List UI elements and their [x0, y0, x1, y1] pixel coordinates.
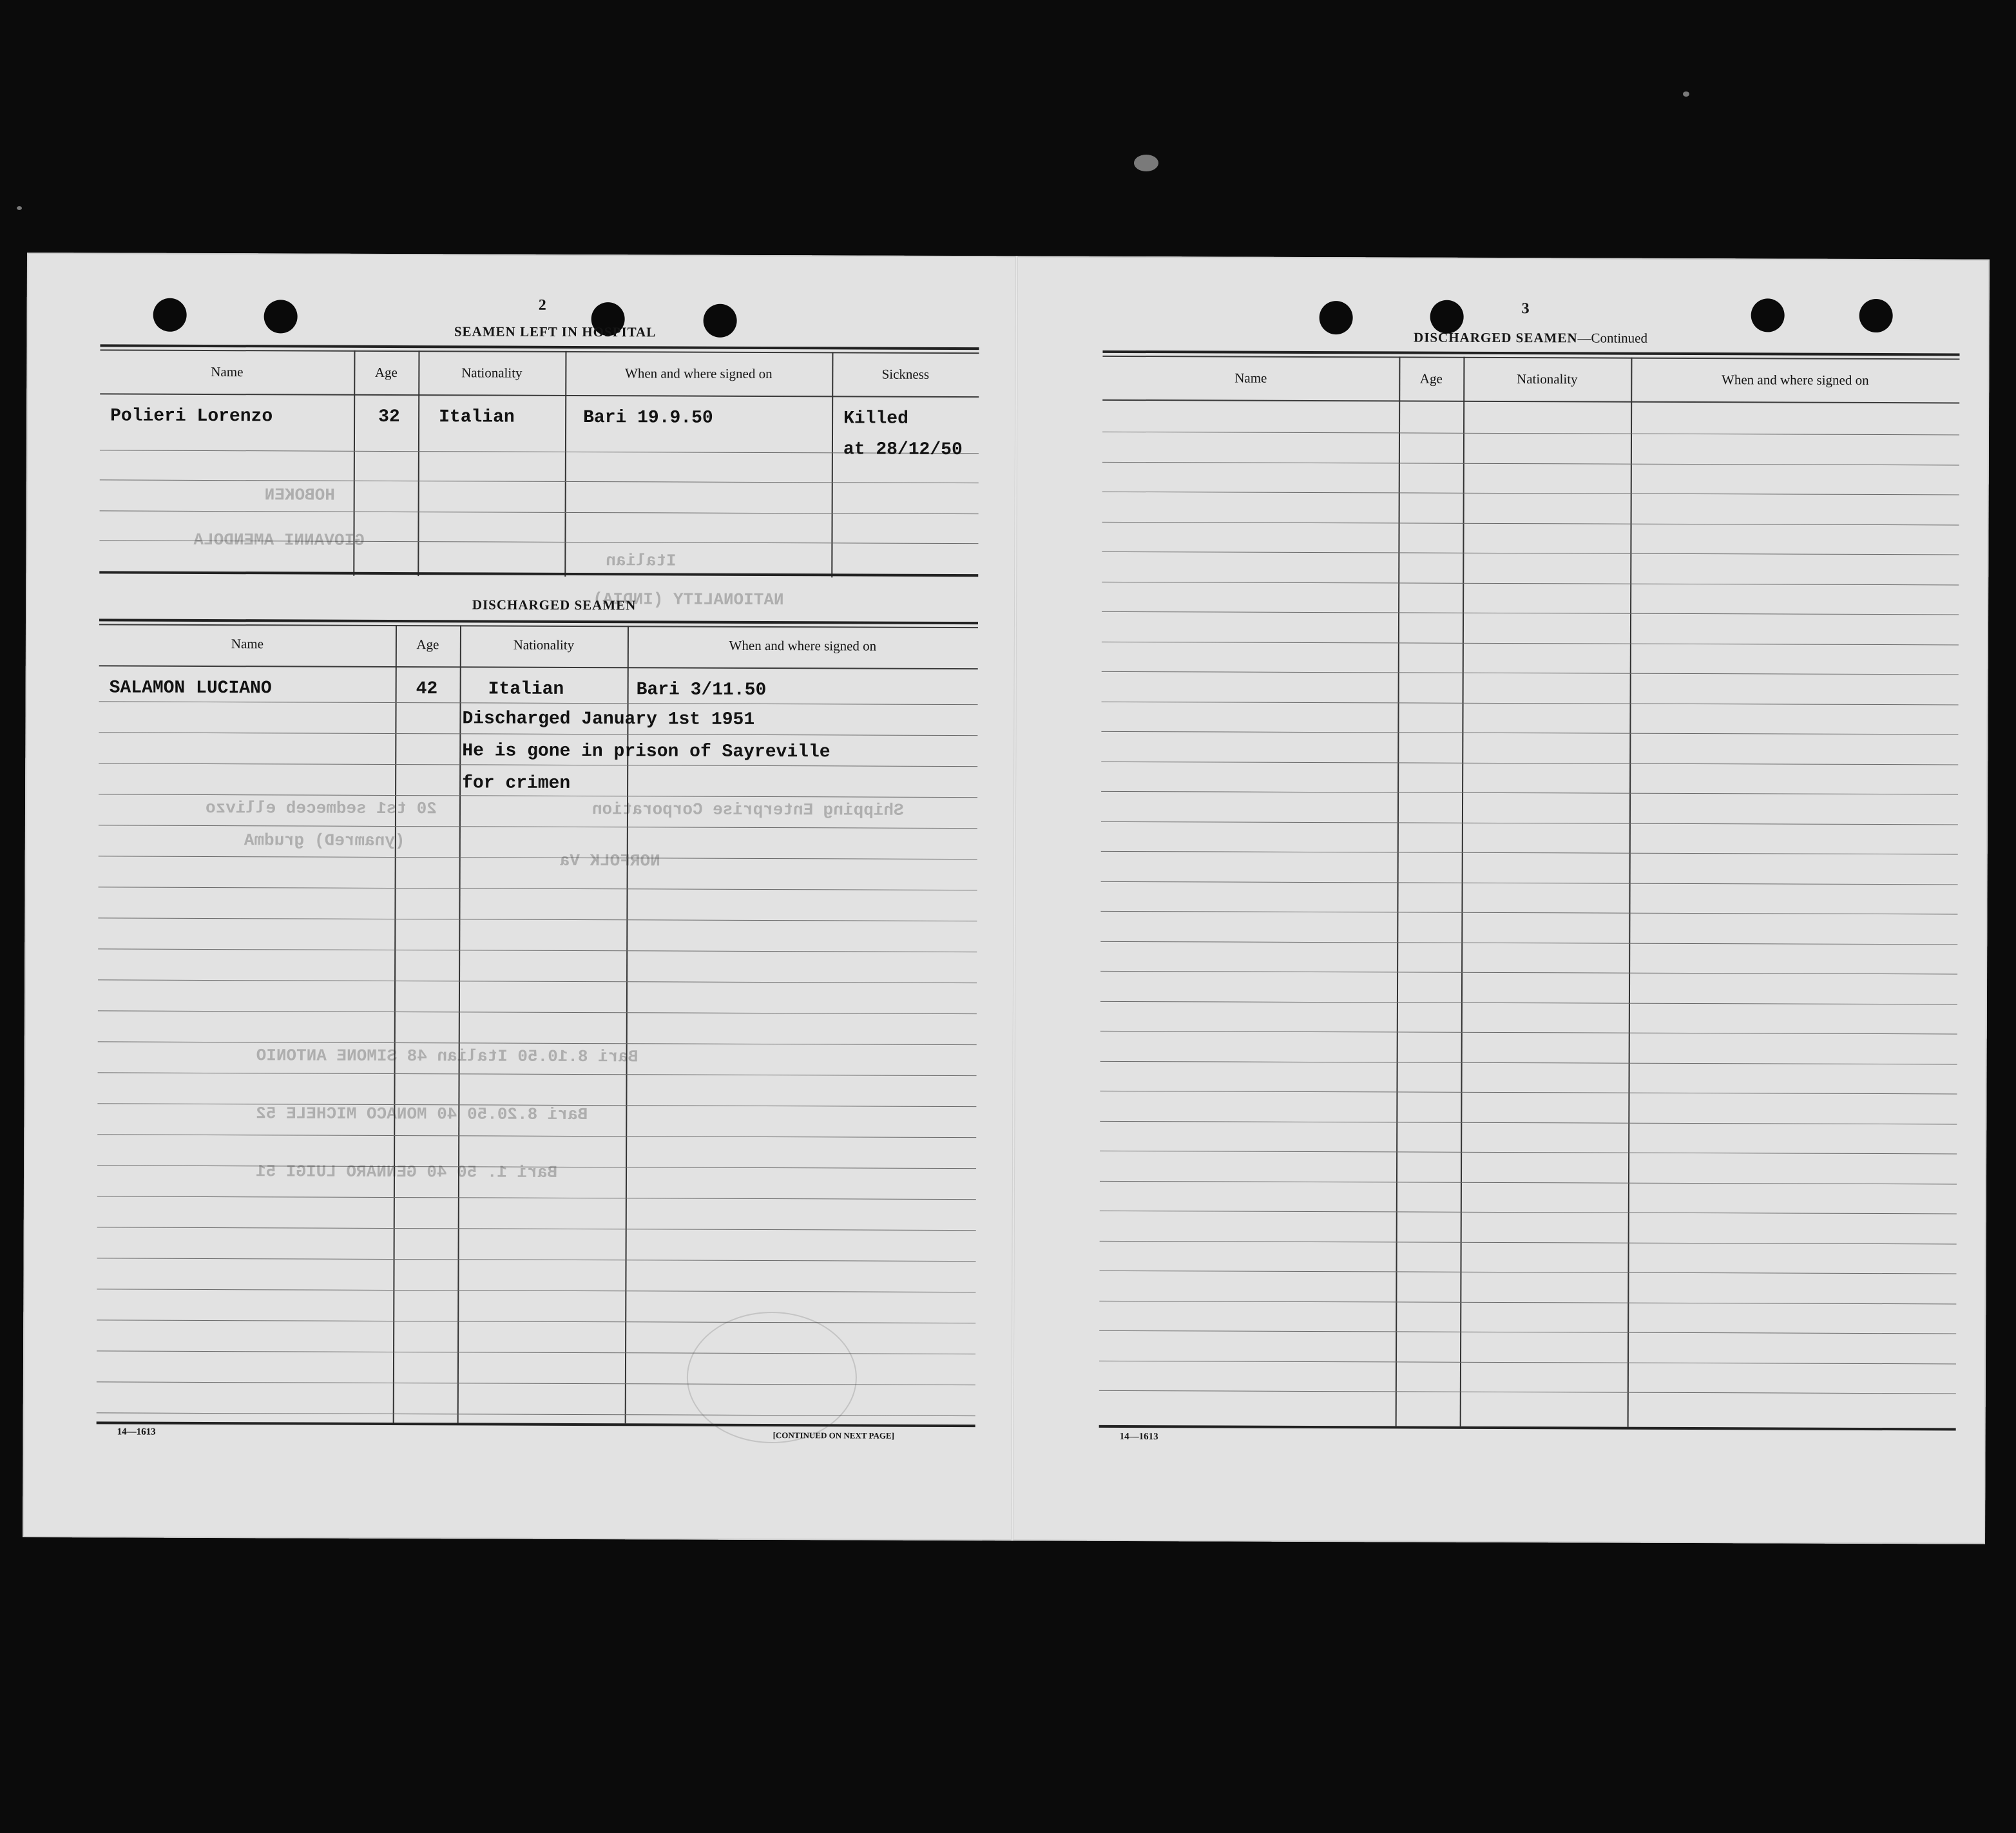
- discharged-entry-nationality: Italian: [488, 679, 564, 700]
- row-line: [1101, 851, 1958, 855]
- row-line: [1100, 1091, 1957, 1095]
- column-header-name: Name: [211, 363, 244, 380]
- hospital-entry-nationality: Italian: [439, 407, 515, 428]
- column-divider: [831, 352, 833, 577]
- table-header-rule: [99, 665, 978, 669]
- bleed-through-text: Bari 1. 50 40 GENNARO LUIGI 51: [255, 1162, 558, 1182]
- scan-speck: [17, 206, 22, 210]
- bleed-through-text: 20 ts1 sedmeceb ellivzo: [205, 798, 437, 819]
- discharged-row-lines: [27, 253, 1015, 256]
- discharged-entry-age: 42: [416, 679, 438, 700]
- row-line: [97, 1289, 975, 1292]
- row-line: [100, 510, 979, 514]
- row-line: [1100, 941, 1957, 945]
- column-header-age: Age: [1419, 370, 1443, 387]
- bleed-through-text: NATIONALITY (INDIA): [593, 590, 784, 610]
- row-line: [1102, 611, 1959, 615]
- hospital-entry-age: 32: [378, 407, 400, 428]
- row-line: [1099, 1271, 1956, 1274]
- scan-speck: [1134, 155, 1158, 171]
- right-page: [1011, 256, 1990, 1544]
- table-top-rule: [100, 349, 979, 354]
- hospital-entry-sickness-date: at 28/12/50: [843, 439, 963, 461]
- row-line: [1102, 641, 1959, 645]
- continued-row-lines: [1015, 256, 1990, 259]
- row-line: [98, 1010, 977, 1014]
- hospital-section-title: SEAMEN LEFT IN HOSPITAL: [454, 323, 657, 340]
- bleed-through-text: NORFOLK Va: [559, 850, 660, 871]
- column-divider: [1396, 356, 1401, 1426]
- discharged-entry-note: for crimen: [462, 773, 571, 794]
- row-line: [97, 1227, 976, 1231]
- bleed-through-text: HOBOKEN: [264, 485, 335, 505]
- page-number: 3: [1521, 300, 1530, 318]
- column-header-signed-on: When and where signed on: [729, 637, 877, 654]
- row-line: [1100, 1031, 1957, 1035]
- column-divider: [457, 625, 461, 1423]
- row-line: [1102, 701, 1959, 705]
- column-divider: [1627, 358, 1633, 1427]
- row-line: [1100, 1120, 1957, 1124]
- discharged-entry-note: Discharged January 1st 1951: [462, 709, 755, 730]
- row-line: [1100, 1211, 1957, 1214]
- row-line: [1099, 1330, 1956, 1334]
- row-line: [1100, 971, 1957, 975]
- row-line: [1102, 432, 1959, 436]
- hospital-entry-sickness: Killed: [843, 408, 908, 429]
- faint-stamp: [687, 1312, 858, 1444]
- left-page: [23, 253, 1015, 1540]
- row-line: [1102, 461, 1959, 465]
- row-line: [99, 732, 977, 736]
- row-line: [99, 763, 977, 767]
- row-line: [98, 917, 977, 921]
- discharged-section-title: DISCHARGED SEAMEN: [472, 597, 637, 613]
- column-header-signed-on: When and where signed on: [1721, 372, 1869, 388]
- discharged-entry-signed-on: Bari 3/11.50: [636, 680, 767, 701]
- row-line: [1099, 1300, 1956, 1304]
- row-line: [1100, 911, 1957, 915]
- column-header-nationality: Nationality: [1517, 371, 1578, 387]
- row-line: [1101, 791, 1958, 795]
- row-line: [1101, 761, 1958, 765]
- hospital-entry-signed-on: Bari 19.9.50: [583, 408, 713, 428]
- column-header-age: Age: [374, 364, 398, 381]
- row-line: [1099, 1390, 1956, 1394]
- row-line: [1100, 1240, 1957, 1244]
- table-bottom-rule: [97, 1421, 975, 1427]
- continued-note: [CONTINUED ON NEXT PAGE]: [773, 1430, 895, 1441]
- row-line: [99, 701, 978, 705]
- table-top-rule: [100, 344, 979, 350]
- bleed-through-text: GIOVANNI AMENDOLA: [193, 530, 365, 550]
- column-header-name: Name: [1234, 370, 1267, 386]
- table-bottom-rule: [1099, 1425, 1956, 1431]
- table-bottom-rule: [99, 571, 978, 577]
- scan-speck: [1683, 91, 1689, 97]
- row-line: [1101, 881, 1958, 885]
- bleed-through-text: Shipping Enterprise Corporation: [591, 800, 904, 820]
- row-line: [98, 1041, 977, 1045]
- column-header-name: Name: [231, 636, 264, 652]
- table-top-rule: [1102, 350, 1959, 356]
- row-line: [1102, 492, 1959, 495]
- discharged-entry-note: He is gone in prison of Sayreville: [462, 741, 830, 763]
- page-number: 2: [538, 296, 546, 314]
- column-divider: [418, 350, 419, 576]
- form-number: 14—1613: [1119, 1431, 1158, 1443]
- title-suffix: —Continued: [1577, 330, 1648, 346]
- row-line: [1101, 821, 1958, 825]
- row-line: [1100, 1060, 1957, 1064]
- row-line: [1102, 552, 1959, 555]
- row-line: [99, 887, 977, 890]
- row-line: [98, 948, 977, 952]
- column-header-age: Age: [416, 637, 439, 653]
- column-divider: [1460, 357, 1465, 1426]
- row-line: [1101, 731, 1958, 735]
- row-line: [99, 794, 977, 798]
- table-top-rule: [99, 619, 978, 624]
- column-header-nationality: Nationality: [461, 365, 523, 381]
- row-line: [98, 979, 977, 983]
- row-line: [1102, 581, 1959, 585]
- row-line: [1102, 521, 1959, 525]
- table-header-rule: [100, 393, 979, 398]
- row-line: [1100, 1151, 1957, 1155]
- row-line: [1100, 1001, 1957, 1004]
- table-top-rule: [1102, 356, 1959, 360]
- bleed-through-text: (ynamreD) grudmA: [244, 830, 405, 851]
- row-line: [1100, 1180, 1957, 1184]
- table-header-rule: [1102, 399, 1959, 404]
- column-header-sickness: Sickness: [881, 366, 930, 382]
- row-line: [97, 1196, 976, 1200]
- row-line: [1102, 671, 1959, 675]
- row-line: [99, 825, 977, 829]
- column-divider: [564, 351, 566, 577]
- column-header-signed-on: When and where signed on: [625, 365, 773, 382]
- discharged-entry-name: SALAMON LUCIANO: [109, 678, 272, 699]
- column-header-nationality: Nationality: [513, 637, 575, 653]
- row-line: [97, 1258, 976, 1262]
- form-number: 14—1613: [117, 1426, 156, 1437]
- document-sheet: [23, 253, 1990, 1544]
- hospital-entry-name: Polieri Lorenzo: [110, 406, 273, 427]
- row-line: [97, 1320, 975, 1323]
- row-line: [1099, 1360, 1956, 1364]
- row-line: [98, 1072, 977, 1076]
- title-main: DISCHARGED SEAMEN: [1414, 329, 1578, 346]
- bleed-through-text: Bari 8.20.50 40 MONACO MICHELE 52: [256, 1104, 588, 1125]
- bleed-through-text: Italian: [606, 551, 677, 571]
- table-top-rule: [99, 624, 978, 628]
- column-divider: [393, 625, 397, 1423]
- discharged-continued-title: [1338, 329, 1724, 347]
- bleed-through-text: Bari 8.10.50 Italian 48 SIMONE ANTONIO: [256, 1046, 638, 1067]
- row-line: [97, 1412, 975, 1416]
- row-line: [97, 1134, 976, 1138]
- row-line: [100, 479, 979, 483]
- row-line: [99, 856, 977, 859]
